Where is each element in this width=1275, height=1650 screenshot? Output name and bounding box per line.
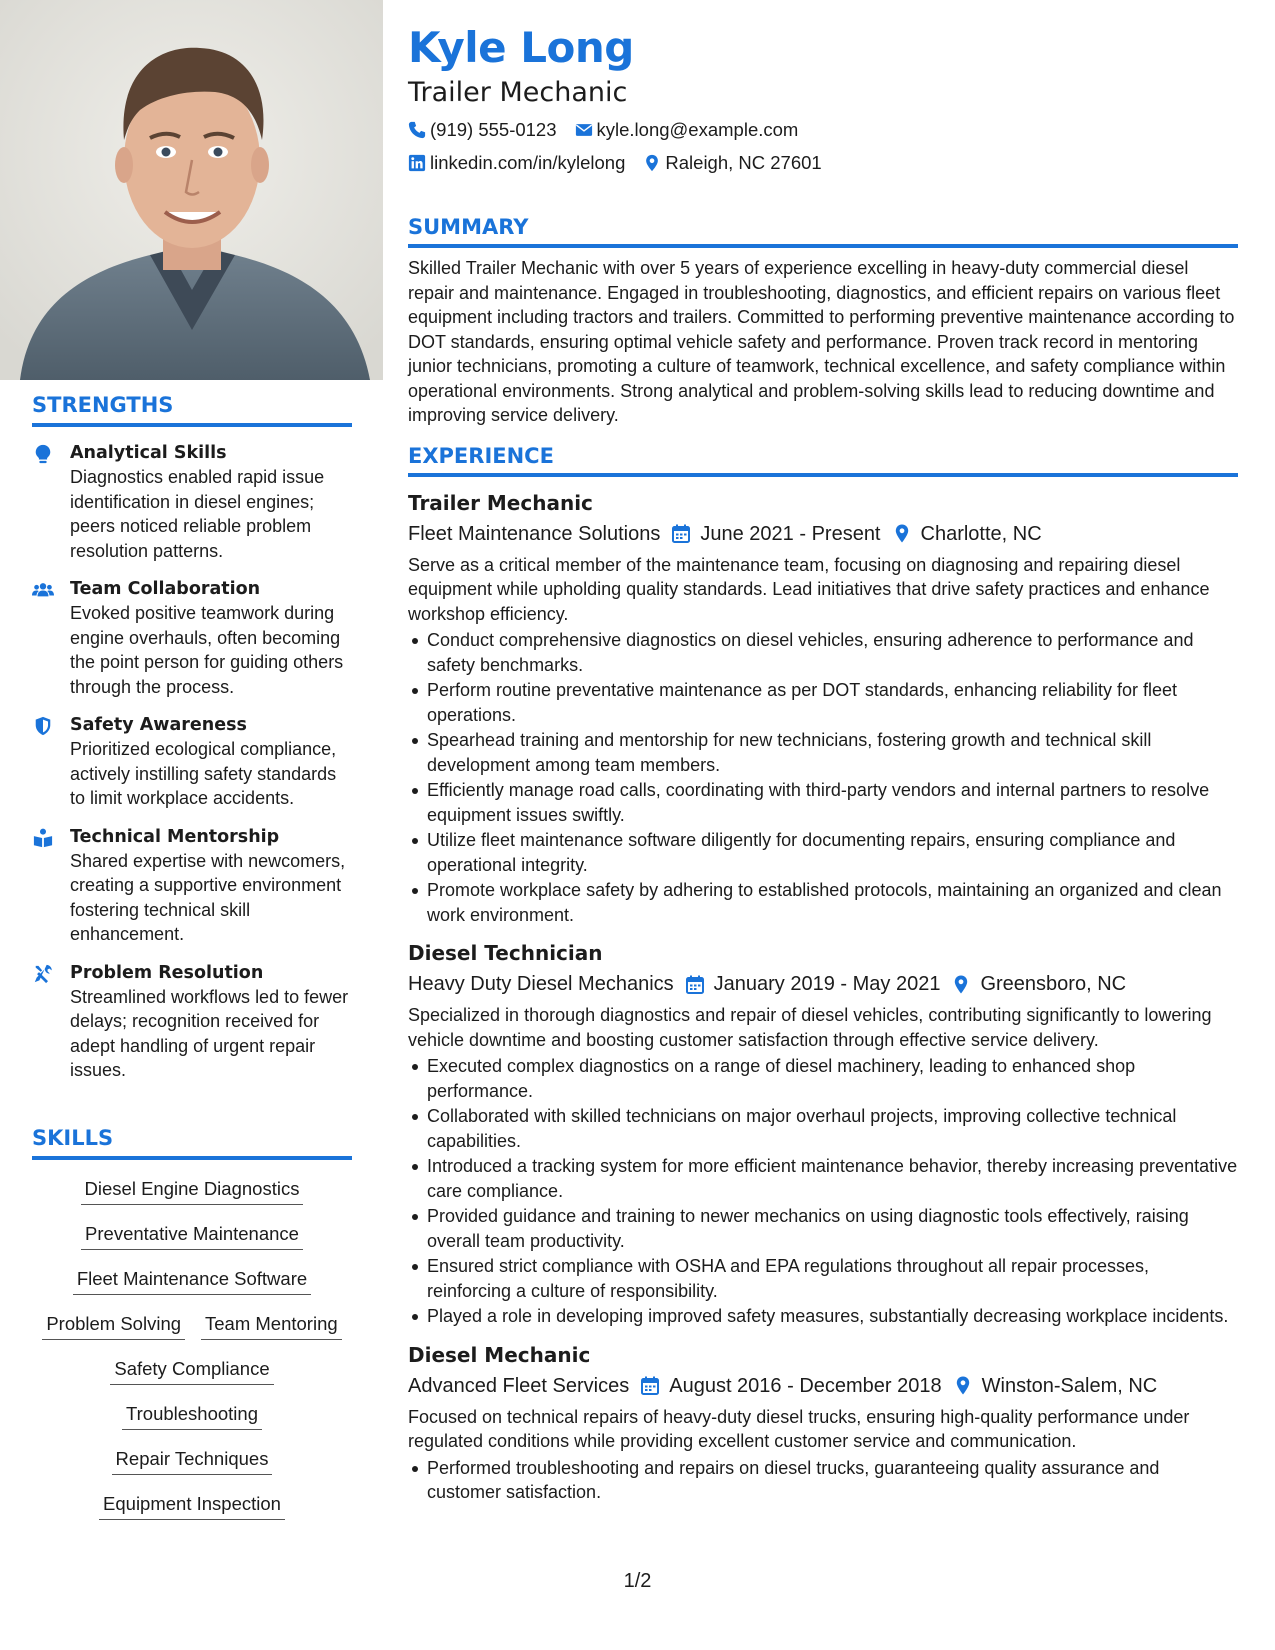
job-title: Diesel Mechanic xyxy=(408,1342,591,1367)
list-item: Perform routine preventative maintenance as per DOT standards, enhancing reliability for fleet operations. xyxy=(408,678,1238,727)
calendar-icon xyxy=(674,975,714,994)
envelope-icon xyxy=(575,121,597,139)
job-dates: January 2019 - May 2021 xyxy=(713,973,941,995)
map-pin-icon xyxy=(643,154,665,172)
job-entry xyxy=(408,489,1238,928)
skills-section xyxy=(32,1126,352,1528)
strength-title: Team Collaboration xyxy=(70,579,261,599)
job-meta xyxy=(408,520,1238,548)
strengths-heading: STRENGTHS xyxy=(32,393,174,417)
skill-tag: Diesel Engine Diagnostics xyxy=(81,1168,304,1205)
skill-tag: Team Mentoring xyxy=(201,1303,342,1340)
job-title: Diesel Technician xyxy=(408,941,603,965)
strength-item xyxy=(32,577,352,699)
strengths-section xyxy=(32,393,352,1083)
job-description: Specialized in thorough diagnostics and repair of diesel vehicles, contributing significantly to lowering vehicle downtime and boosting customer satisfaction through effective service delivery. xyxy=(408,1005,1212,1050)
candidate-name: Kyle Long xyxy=(408,23,634,72)
strength-title: Problem Resolution xyxy=(70,962,264,983)
list-item: Promote workplace safety by adhering to established protocols, maintaining an organized and clean work environment. xyxy=(408,878,1238,927)
skill-tag: Equipment Inspection xyxy=(99,1483,285,1520)
job-entry xyxy=(408,939,1238,1329)
list-item: Utilize fleet maintenance software diligently for documenting repairs, ensuring compliance and operational integrity. xyxy=(408,828,1238,877)
map-pin-icon xyxy=(881,524,921,543)
strength-text: Streamlined workflows led to fewer delays; recognition received for adept handling of urgent repair issues. xyxy=(70,986,349,1080)
skills-list xyxy=(32,1168,352,1528)
contact-row xyxy=(408,151,1238,175)
skill-tag: Problem Solving xyxy=(42,1303,185,1340)
shield-icon xyxy=(32,713,70,811)
calendar-icon xyxy=(660,524,700,543)
skill-tag: Preventative Maintenance xyxy=(81,1213,303,1250)
contact-row xyxy=(408,118,1238,142)
map-pin-icon xyxy=(942,1376,982,1395)
strength-item xyxy=(32,961,352,1083)
list-item: Spearhead training and mentorship for new technicians, fostering growth and technical skill development among team members. xyxy=(408,728,1238,777)
strength-title: Analytical Skills xyxy=(70,443,227,463)
list-item: Performed troubleshooting and repairs on diesel trucks, guaranteeing quality assurance and customer satisfaction. xyxy=(408,1456,1238,1505)
contact-email[interactable] xyxy=(575,119,799,141)
strength-title: Safety Awareness xyxy=(70,715,247,735)
strength-item xyxy=(32,825,352,947)
job-bullets xyxy=(408,1054,1238,1329)
job-title: Trailer Mechanic xyxy=(408,490,593,515)
job-description: Focused on technical repairs of heavy-duty diesel trucks, ensuring high-quality performance under regulated conditions while providing excellent customer service and communication. xyxy=(408,1406,1190,1451)
list-item: Collaborated with skilled technicians on major overhaul projects, improving collective technical capabilities. xyxy=(408,1104,1238,1153)
users-icon xyxy=(32,577,70,699)
lightbulb-icon xyxy=(32,441,70,563)
experience-heading: EXPERIENCE xyxy=(408,443,554,468)
list-item: Introduced a tracking system for more efficient maintenance behavior, thereby increasing preventative care compliance. xyxy=(408,1154,1238,1203)
list-item: Conduct comprehensive diagnostics on diesel vehicles, ensuring adherence to performance and safety benchmarks. xyxy=(408,628,1238,677)
location-text: Raleigh, NC 27601 xyxy=(665,152,822,173)
strength-text: Diagnostics enabled rapid issue identification in diesel engines; peers noticed reliable problem resolution patterns. xyxy=(70,467,325,561)
list-item: Ensured strict compliance with OSHA and EPA regulations throughout all repair processes, reinforcing a culture of responsibility. xyxy=(408,1254,1238,1303)
contact-phone[interactable] xyxy=(408,119,557,141)
skills-heading: SKILLS xyxy=(32,1126,114,1150)
summary-section xyxy=(408,215,1238,428)
strength-text: Shared expertise with newcomers, creating a supportive environment fostering technical skill enhancement. xyxy=(70,850,346,944)
candidate-role: Trailer Mechanic xyxy=(408,77,628,108)
skill-tag: Fleet Maintenance Software xyxy=(73,1258,311,1295)
job-bullets xyxy=(408,1456,1238,1505)
job-bullets xyxy=(408,628,1238,927)
list-item: Played a role in developing improved safety measures, substantially decreasing workplace incidents. xyxy=(408,1304,1238,1329)
job-meta xyxy=(408,970,1238,998)
profile-photo xyxy=(0,0,383,380)
skill-tag: Repair Techniques xyxy=(112,1438,273,1475)
map-pin-icon xyxy=(940,975,980,994)
strength-title: Technical Mentorship xyxy=(70,826,280,847)
list-item: Efficiently manage road calls, coordinating with third-party vendors and internal partners to resolve equipment issues swiftly. xyxy=(408,778,1238,827)
list-item: Executed complex diagnostics on a range of diesel machinery, leading to enhanced shop performance. xyxy=(408,1054,1238,1103)
skill-tag: Safety Compliance xyxy=(110,1348,273,1385)
linkedin-icon xyxy=(408,154,430,172)
page-number: 1/2 xyxy=(623,1570,652,1592)
main-content xyxy=(408,20,1238,1505)
phone-icon xyxy=(408,121,430,139)
experience-section xyxy=(408,444,1238,1505)
strength-text: Evoked positive teamwork during engine overhauls, often becoming the point person for guiding others through the process. xyxy=(70,603,344,697)
sidebar xyxy=(0,0,383,1650)
section-divider xyxy=(408,244,1238,248)
section-divider xyxy=(32,1156,352,1160)
job-entry xyxy=(408,1341,1238,1505)
summary-heading: SUMMARY xyxy=(408,215,529,239)
list-item: Provided guidance and training to newer mechanics on using diagnostic tools effectively, raising overall team productivity. xyxy=(408,1204,1238,1253)
job-meta xyxy=(408,1372,1238,1400)
contact-location xyxy=(643,152,821,174)
phone-text: (919) 555-0123 xyxy=(430,119,557,140)
tools-icon xyxy=(32,961,70,1083)
job-description: Serve as a critical member of the maintenance team, focusing on diagnosing and repairing diesel equipment while upholding quality standards. Lead initiatives that drive safety practices and enhance workshop efficiency. xyxy=(408,554,1210,624)
book-reader-icon xyxy=(32,825,70,947)
email-text: kyle.long@example.com xyxy=(596,119,799,140)
job-location: Charlotte, NC xyxy=(920,522,1042,545)
job-location: Greensboro, NC xyxy=(980,973,1127,995)
job-dates: June 2021 - Present xyxy=(700,522,881,545)
job-dates: August 2016 - December 2018 xyxy=(669,1374,942,1397)
company-name: Advanced Fleet Services xyxy=(408,1374,630,1397)
section-divider xyxy=(32,423,352,427)
skill-tag: Troubleshooting xyxy=(122,1393,262,1430)
section-divider xyxy=(408,473,1238,477)
job-location: Winston-Salem, NC xyxy=(981,1374,1158,1397)
summary-text: Skilled Trailer Mechanic with over 5 years of experience excelling in heavy-duty commercial diesel repair and maintenance. Engaged in troubleshooting, diagnostics, and efficient repairs on various fleet equipment including tractors and trailers. Committed to performing preventive maintenance according to DOT standards, ensuring optimal vehicle safety and performance. Proven track record in mentoring junior technicians, promoting a culture of teamwork, technical excellence, and safety compliance within operational environments. Strong analytical and problem-solving skills lead to reducing downtime and improving service delivery. xyxy=(408,258,1235,425)
strength-item xyxy=(32,713,352,811)
contact-linkedin[interactable] xyxy=(408,152,625,174)
linkedin-text: linkedin.com/in/kylelong xyxy=(430,152,626,173)
company-name: Heavy Duty Diesel Mechanics xyxy=(408,973,674,995)
strength-text: Prioritized ecological compliance, actively instilling safety standards to limit workplace accidents. xyxy=(70,739,337,808)
company-name: Fleet Maintenance Solutions xyxy=(408,522,661,545)
calendar-icon xyxy=(629,1376,669,1395)
strength-item xyxy=(32,441,352,563)
